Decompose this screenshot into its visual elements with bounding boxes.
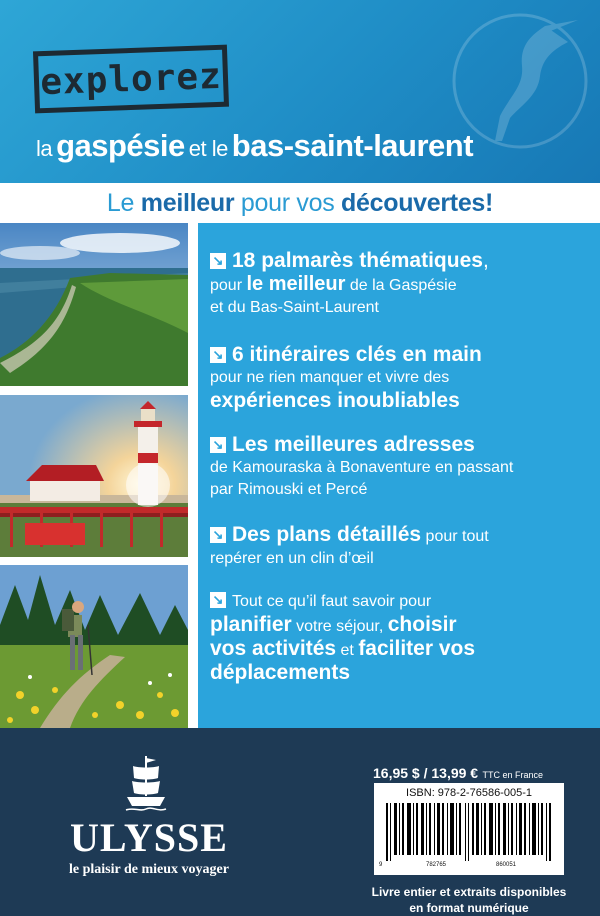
ship-logo-icon — [124, 754, 168, 812]
cover-header — [0, 0, 600, 183]
publisher-slogan: le plaisir de mieux voyager — [69, 862, 229, 877]
lighthouse-photo — [0, 395, 188, 557]
feature-bold-text: déplacements — [210, 661, 351, 684]
feature-text: par Rimouski et Percé — [210, 481, 368, 498]
tagline-bold-2: découvertes! — [341, 188, 494, 217]
tagline-part-2: pour vos — [234, 188, 342, 217]
feature-bold-text: expériences inoubliables — [210, 389, 460, 412]
photo-column — [0, 223, 188, 728]
feature-bold-text: le meilleur — [246, 273, 346, 295]
isbn: ISBN: 978-2-76586-005-1 — [406, 787, 532, 799]
feature-item — [210, 523, 590, 570]
tagline-bold-1: meilleur — [140, 188, 235, 217]
feature-bold-text: faciliter vos — [358, 637, 476, 660]
title-big-1: gaspésie — [56, 128, 185, 163]
content-area — [0, 223, 600, 728]
barcode-digits: 860051 — [496, 862, 517, 868]
feature-text: pour ne rien manquer et vivre des — [210, 369, 450, 386]
price — [373, 765, 543, 783]
barcode-box — [374, 783, 564, 875]
feature-punct: , — [482, 249, 489, 272]
barcode-digits: 782765 — [426, 862, 447, 868]
publisher-logo: ULYSSE — [70, 815, 228, 860]
feature-bold-text: vos activités — [210, 637, 337, 660]
hiker-photo — [0, 565, 188, 728]
feature-heading: Des plans détaillés — [232, 523, 422, 546]
title-big-2: bas-saint-laurent — [231, 128, 474, 163]
feature-text: votre séjour, — [291, 618, 388, 635]
feature-heading: Les meilleures adresses — [232, 433, 475, 456]
features-panel — [198, 223, 600, 728]
price-value: 16,95 $ / 13,99 € — [373, 765, 479, 781]
feature-text: pour tout — [421, 528, 489, 545]
feature-text: et — [336, 642, 359, 659]
tagline-band — [0, 183, 600, 223]
feature-heading: 18 palmarès thématiques — [232, 249, 483, 272]
stamp-text: explorez — [39, 55, 223, 103]
feature-item — [210, 343, 590, 413]
coastline-photo — [0, 223, 188, 386]
digital-line-1: Livre entier et extraits disponibles — [371, 885, 567, 899]
feature-text: pour — [210, 277, 247, 294]
arrow-bullet-icon: ↘ — [210, 527, 226, 543]
price-note: TTC en France — [482, 770, 544, 780]
cover-footer — [0, 728, 600, 916]
feature-item — [210, 433, 590, 501]
tagline — [107, 189, 493, 218]
feature-bold-text: choisir — [387, 613, 457, 636]
feature-text: de Kamouraska à Bonaventure en passant — [210, 459, 514, 476]
digital-line-2: en format numérique — [409, 901, 529, 915]
feature-text: repérer en un clin d’œil — [210, 550, 374, 567]
title-small-1: la — [36, 136, 53, 161]
book-title — [36, 128, 473, 164]
feature-text: et du Bas-Saint-Laurent — [210, 299, 379, 316]
arrow-bullet-icon: ↘ — [210, 347, 226, 363]
tagline-part-1: Le — [106, 188, 141, 217]
feature-heading: 6 itinéraires clés en main — [232, 343, 482, 366]
title-small-2: et le — [188, 136, 228, 161]
arrow-bullet-icon: ↘ — [210, 592, 226, 608]
arrow-bullet-icon: ↘ — [210, 253, 226, 269]
feature-bold-text: planifier — [210, 613, 292, 636]
barcode-icon — [386, 803, 552, 861]
barcode-digits: 9 — [379, 862, 383, 868]
feature-text: Tout ce qu’il faut savoir pour — [232, 593, 432, 610]
feature-text: de la Gaspésie — [345, 277, 457, 294]
arrow-bullet-icon: ↘ — [210, 437, 226, 453]
digital-availability — [364, 884, 574, 916]
explorez-stamp — [33, 45, 229, 114]
feature-item — [210, 591, 590, 685]
feature-item — [210, 249, 590, 319]
